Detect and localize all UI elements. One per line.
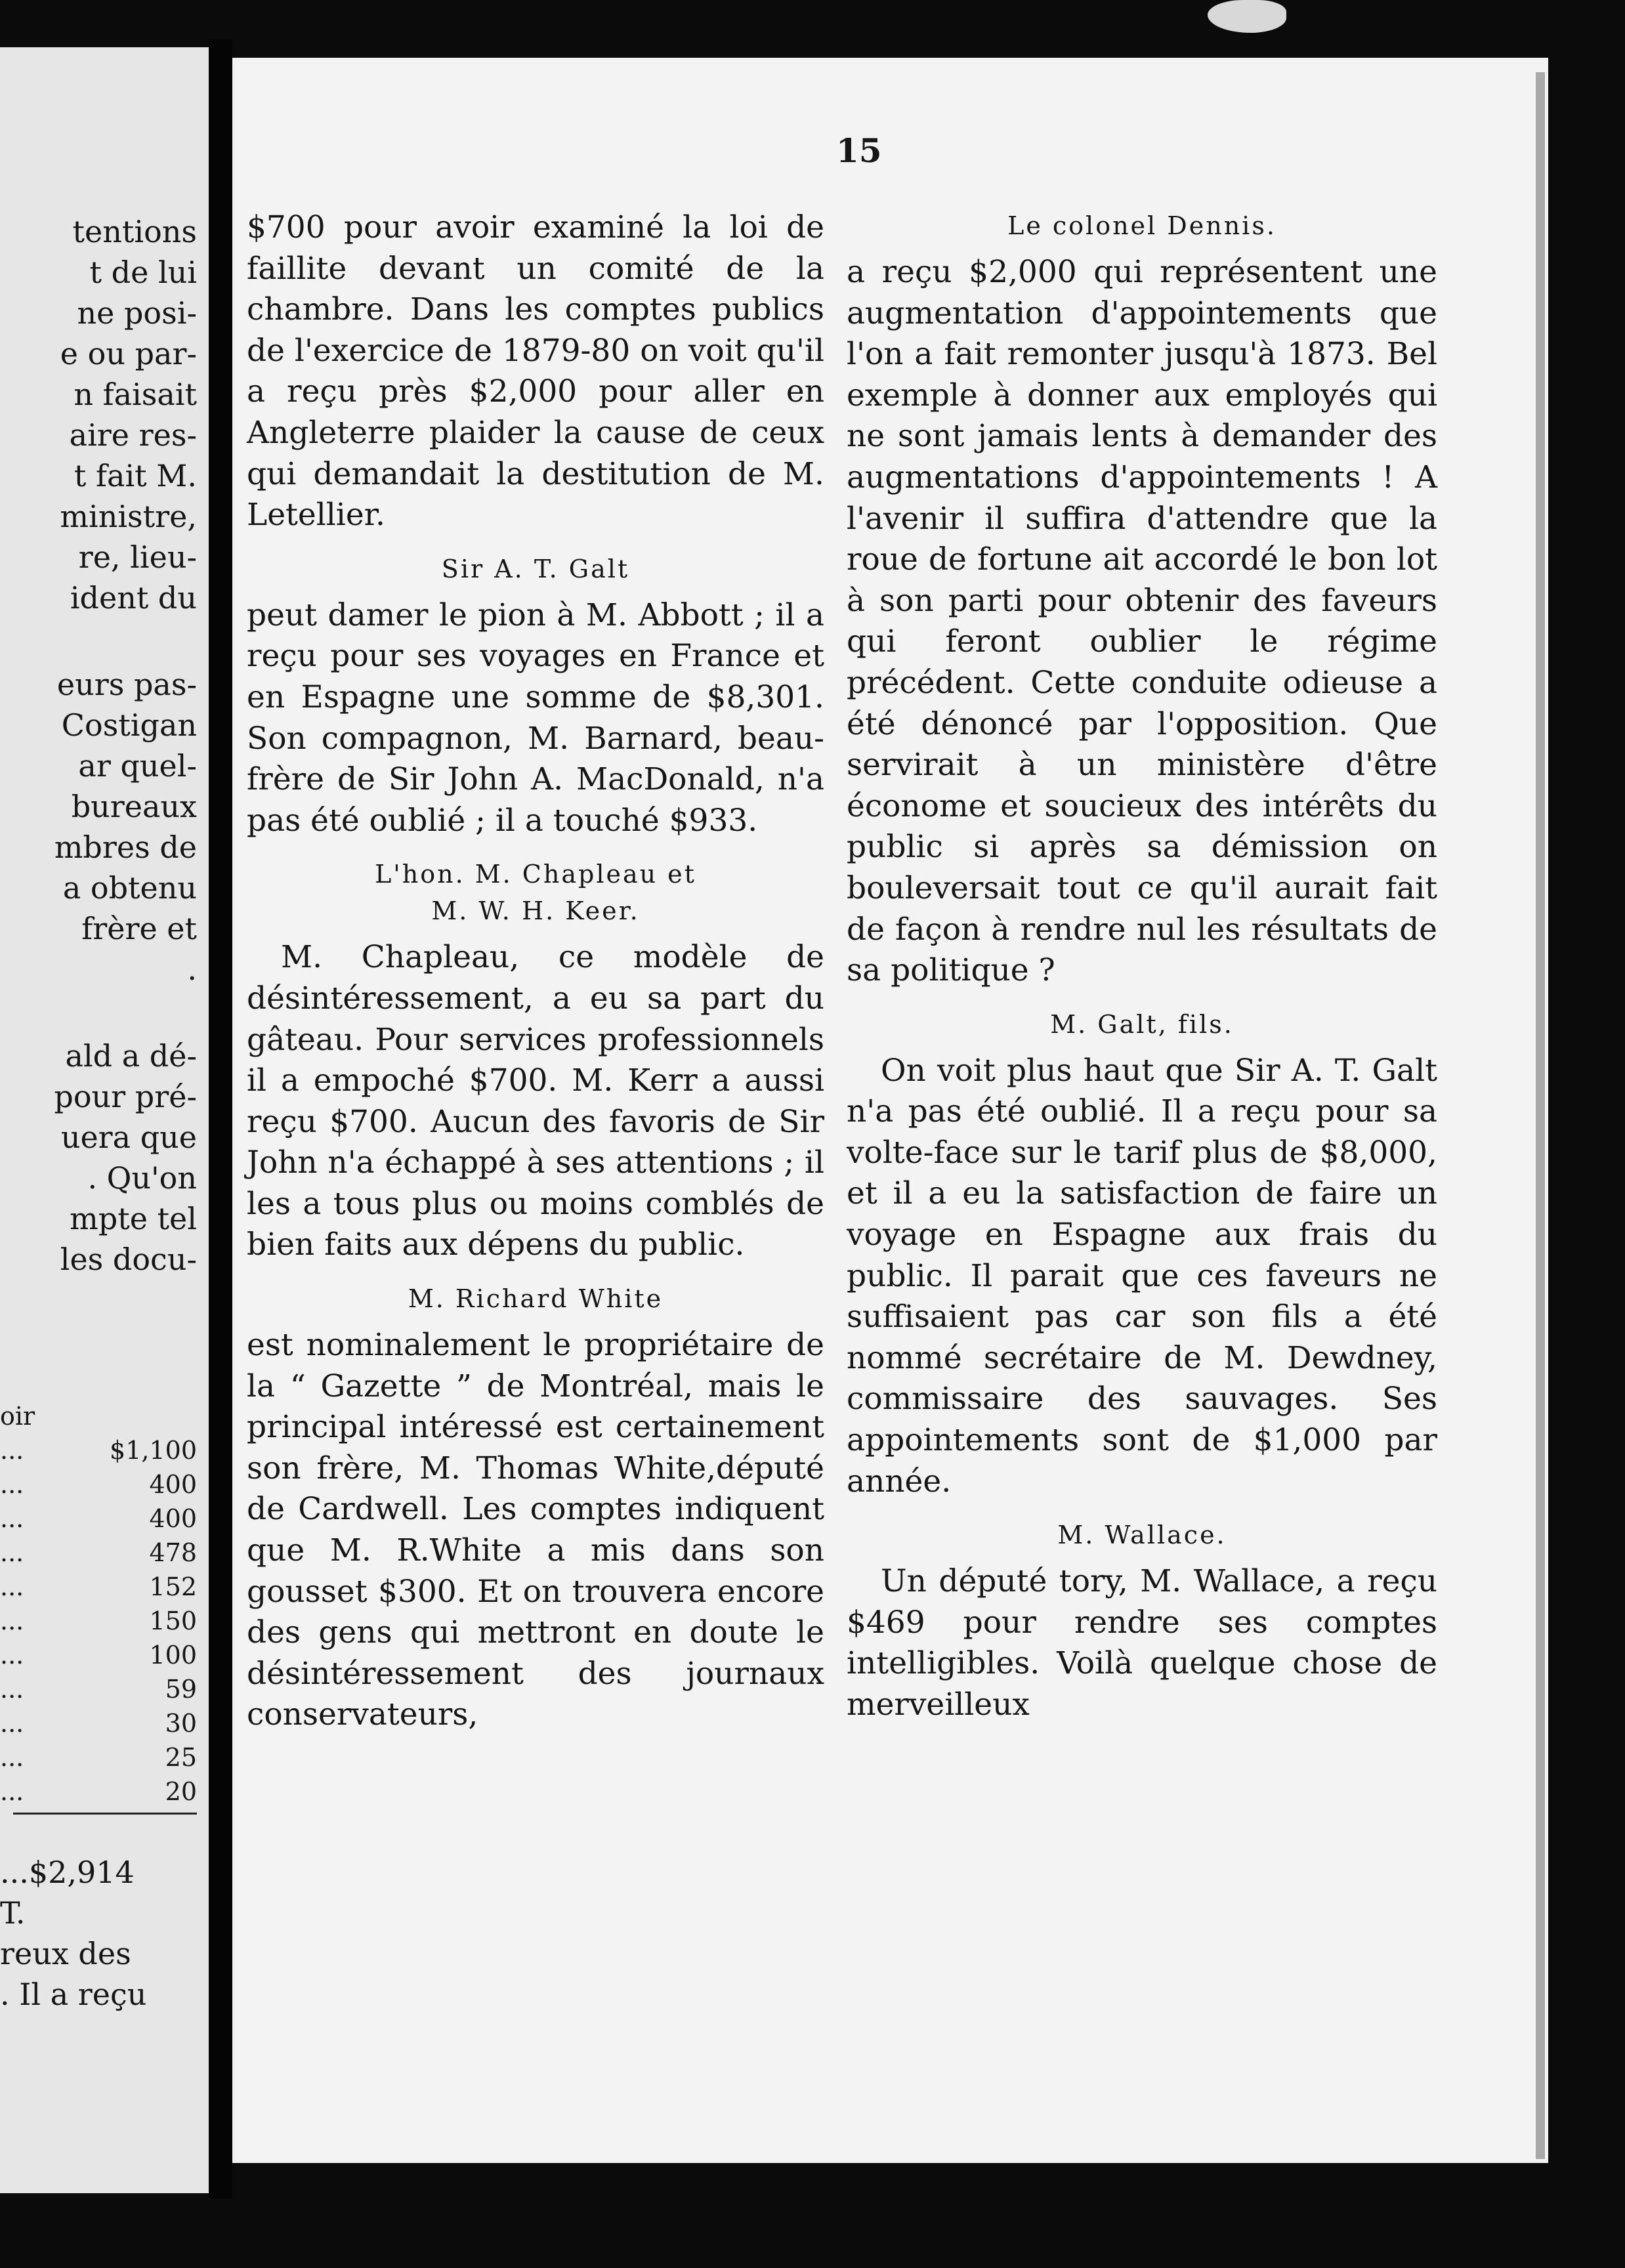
section-heading: Le colonel Dennis. — [1007, 211, 1277, 240]
table-row: ... 30 — [0, 1709, 197, 1738]
left-line: ministre, — [60, 499, 197, 534]
left-line: reux des — [0, 1936, 131, 1971]
left-line: ne posi- — [77, 295, 197, 331]
left-page-tail — [0, 1852, 203, 2015]
section-heading: Sir A. T. Galt — [441, 554, 630, 583]
paragraph: $700 pour avoir examiné la loi de faillite devant un comité de la chambre. Dans les comptes publics de l'exercice de 1879-80 on voit qu'il a reçu près $2,000 pour aller en Angleterre plaider la cause de ceux qui demandait la destitution de M. Letellier. — [247, 209, 824, 534]
book-gutter — [209, 39, 232, 2198]
table-row: ... 59 — [0, 1675, 197, 1704]
left-line: a obtenu — [62, 870, 197, 906]
left-line: t fait M. — [74, 458, 197, 494]
paper-stain — [1208, 0, 1286, 33]
page-edge-shadow — [1536, 72, 1545, 2159]
total-rule — [13, 1813, 197, 1815]
left-page-text — [0, 211, 197, 1280]
left-line: eurs pas- — [56, 667, 197, 702]
left-line: aire res- — [69, 417, 197, 453]
left-line: pour pré- — [54, 1079, 197, 1114]
left-line: les docu- — [60, 1242, 197, 1277]
right-page — [232, 58, 1548, 2163]
left-line: n faisait — [74, 377, 197, 412]
paragraph: Un député tory, M. Wallace, a reçu $469 pour rendre ses comptes intelligibles. Voilà quelque chose de merveilleux — [847, 1563, 1437, 1723]
section-heading: L'hon. M. Chapleau et — [375, 860, 696, 889]
section-heading: M. Galt, fils. — [1050, 1009, 1234, 1039]
column-left — [247, 207, 824, 1736]
section-heading: M. Wallace. — [1057, 1521, 1227, 1550]
paragraph: a reçu $2,000 qui représentent une augmentation d'appointements que l'on a fait remonter jusqu'à 1873. Bel exemple à donner aux employés qui ne sont jamais lents à demander des augmentations d'appointements ! A l'avenir il suffira d'attendre que la roue de fortune ait accordé le bon lot à son parti pour obtenir des faveurs qui feront oublier le régime précédent. Cette conduite odieuse a été dénoncé par l'opposition. Que servirait à un ministère d'être économe et soucieux des intérêts du public si après sa démission on bouleversait tout ce qu'il aurait fait de façon à rendre nul les résultats de sa politique ? — [847, 254, 1437, 989]
table-row: ... 152 — [0, 1572, 197, 1601]
left-line: ald a dé- — [65, 1038, 197, 1074]
expense-table — [0, 1399, 197, 1809]
left-page-fragment — [0, 47, 209, 2193]
table-row: ... 25 — [0, 1743, 197, 1772]
left-line: mbres de — [54, 830, 197, 865]
left-line: uera que — [60, 1120, 197, 1155]
left-line: re, lieu- — [78, 539, 197, 575]
paragraph: On voit plus haut que Sir A. T. Galt n'a pas été oublié. Il a reçu pour sa volte-face sur le tarif plus de $8,000, et il a eu la satisfaction de faire un voyage en Espagne aux frais du public. Il parait que ces faveurs ne suffisaient pas car son fils a été nommé secrétaire de M. Dewdney, commissaire des sauvages. Ses appointements sont de $1,000 par année. — [847, 1052, 1437, 1500]
page-number: 15 — [836, 131, 882, 170]
left-line: . Il a reçu — [0, 1977, 147, 2012]
left-line: t de lui — [89, 255, 197, 290]
table-row: ... 150 — [0, 1606, 197, 1635]
paragraph: peut damer le pion à M. Abbott ; il a reçu pour ses voyages en France et en Espagne une somme de $8,301. Son compagnon, M. Barnard, beau-frère de Sir John A. MacDonald, n'a pas été oublié ; il a touché $933. — [247, 597, 824, 839]
left-line: . — [187, 952, 197, 987]
table-row: ... 400 — [0, 1504, 197, 1533]
left-line: bureaux — [71, 789, 197, 824]
table-row: ... 400 — [0, 1470, 197, 1499]
section-heading: M. Richard White — [408, 1284, 664, 1314]
section-heading: M. W. H. Keer. — [431, 896, 640, 926]
left-line: mpte tel — [70, 1201, 197, 1236]
table-row: ... 478 — [0, 1538, 197, 1567]
left-line: tentions — [72, 214, 197, 249]
left-line: ar quel- — [78, 748, 197, 784]
left-line: T. — [0, 1895, 26, 1931]
table-row: ... 100 — [0, 1641, 197, 1670]
paragraph: M. Chapleau, ce modèle de désintéressement, a eu sa part du gâteau. Pour services professionnels il a empoché $700. M. Kerr a aussi reçu $700. Aucun des favoris de Sir John n'a échappé à ses attentions ; il les a tous plus ou moins comblés de bien faits aux dépens du public. — [247, 939, 824, 1263]
paragraph: est nominalement le propriétaire de la “ Gazette ” de Montréal, mais le principal intéressé est certainement son frère, M. Thomas White,député de Cardwell. Les comptes indiquent que M. R.White a mis dans son gousset $300. Et on trouvera encore des gens qui mettront en doute le désintéressement des journaux conservateurs, — [247, 1327, 824, 1733]
table-head: oir — [0, 1402, 35, 1431]
left-line: ident du — [70, 580, 197, 616]
left-line: e ou par- — [60, 336, 197, 371]
table-total: ...$2,914 — [0, 1855, 135, 1890]
left-line: Costigan — [61, 707, 197, 743]
left-line: frère et — [81, 911, 197, 946]
column-right — [847, 207, 1437, 1726]
table-row: ... $1,100 — [0, 1436, 197, 1465]
left-line: . Qu'on — [87, 1160, 197, 1196]
table-row: ... 20 — [0, 1777, 197, 1806]
